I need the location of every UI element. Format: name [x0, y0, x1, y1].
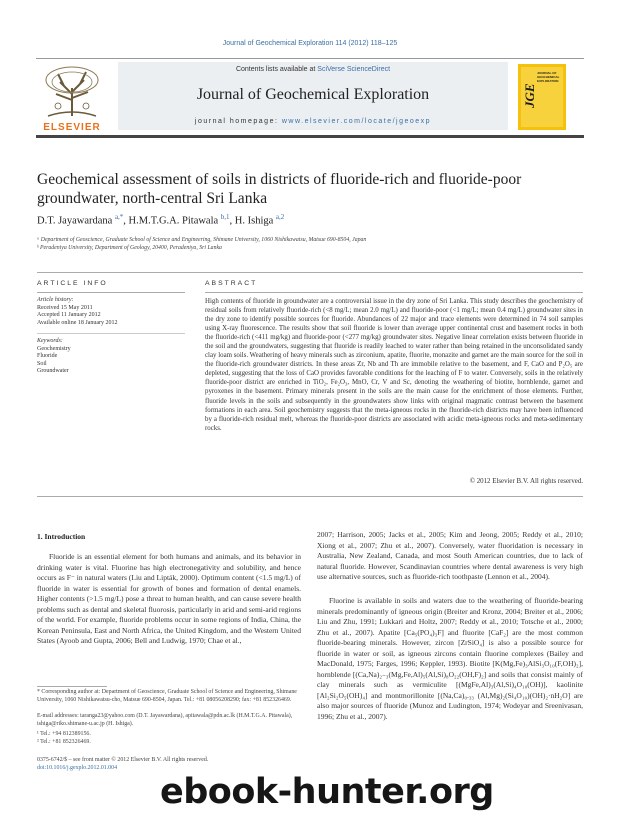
contents-line: Contents lists available at SciVerse ScienceDirect — [235, 66, 391, 73]
section-heading: 1. Introduction — [37, 532, 86, 541]
history-label: Article history: — [37, 297, 74, 303]
article-info-heading: ARTICLE INFO — [37, 280, 108, 287]
footnote-tel-2: ² Tel.: +81 852326469. — [37, 739, 91, 745]
divider — [37, 272, 583, 273]
cover-logo: JGE — [522, 83, 537, 109]
author-affiliation-link[interactable]: a,* — [114, 213, 124, 221]
article-title: Geochemical assessment of soils in districts of fluoride-rich and fluoride-poor groundwater, north-central Sri Lanka — [37, 171, 522, 207]
article-history — [37, 297, 185, 327]
intro-paragraph: Fluorine is available in soils and waters due to the weathering of fluoride-bearing minerals predominantly of igneous origin (Breiter and Kronz, 2004; Breiter et al., 2006; Liu and Zhu, 1991; Lukkari and Holtz, 2007; Reddy et al., 2010; Totsche et al., 2000; Zhu et al., 2007). Apatite [Ca₅(PO₄)₃F] and fluorite [CaF₂] are the most common fluoride-bearing minerals. However, zircon [ZrSiO₄] is also a possible source for fluoride in water or soil, as igneous zircons contain fluorine complexes (Bailey and MacDonald, 1975; Farges, 1996; Keppler, 1993). Biotite [K(Mg,Fe)₃AlSi₃O₁₀(F,OH)₂], hornblende [(Ca,Na)₂₋₃(Mg,Fe,Al)₅(Al,Si)₈O₂₂(OH,F)₂] and soils that consist mainly of clay minerals such as vermiculite [(MgFe,Al)₃(Al,Si)₄O₁₀(OH)], kaolinite [Al₂Si₂O₅(OH)₄] and montmorillonite [(Na,Ca)₀.₃₃ (Al,Mg)₂(Si₄O₁₀)(OH)₂·nH₂O] are also major sources of fluoride (Munoz and Ludington, 1974; Wodeyar and Sreenivasan, 1996; Zhu et al., 2007). — [317, 596, 583, 721]
affiliation-a: ᵃ Department of Geoscience, Graduate School of Science and Engineering, Shimane University, 1060 Nishikawatsu, Matsue 690-8504, Japan — [37, 237, 367, 243]
journal-reference[interactable]: Journal of Geochemical Exploration 114 (2012) 118–125 — [222, 40, 398, 47]
sciencedirect-link[interactable]: SciVerse ScienceDirect — [317, 66, 391, 73]
abstract-heading: ABSTRACT — [205, 280, 258, 287]
affiliation-b: ᵇ Peradeniya University, Department of Geology, 20400, Peradeniya, Sri Lanka — [37, 245, 222, 251]
abstract-copyright: © 2012 Elsevier B.V. All rights reserved. — [469, 478, 583, 485]
footnote-tel-1: ¹ Tel.: +94 812389156. — [37, 731, 91, 737]
author-list: D.T. Jayawardana $^{a,*}$, H.M.T.G.A. Pitawala $^{b,1}$, H. Ishiga $^{a,2}$ — [37, 213, 285, 227]
keywords-label: Keywords: — [37, 338, 63, 344]
keyword: Geochemistry — [37, 345, 71, 352]
homepage-link[interactable]: www.elsevier.com/locate/jgeoexp — [281, 118, 432, 125]
keywords — [37, 338, 185, 376]
publisher-name: ELSEVIER — [43, 122, 101, 133]
cover-journal-name: JOURNAL OF GEOCHEMICAL EXPLORATION — [537, 71, 560, 83]
received-date: Received 15 May 2011 — [37, 304, 93, 311]
divider — [37, 292, 185, 293]
corresponding-author-note: * Corresponding author at: Department of Geoscience, Graduate School of Science and Engineering, Shimane University, 1060 Nishikawatsu-cho, Matsue 690-8504, Japan. Tel.: +81 08056208290; fax: +81 852326469. — [37, 689, 297, 703]
keyword: Soil — [37, 360, 47, 367]
watermark: ebook-hunter.org — [160, 772, 494, 812]
doi-link[interactable]: doi:10.1016/j.gexplo.2012.01.004 — [37, 765, 118, 771]
divider — [37, 333, 185, 334]
journal-cover-thumbnail — [518, 64, 566, 130]
elsevier-tree-logo — [38, 64, 106, 130]
journal-title: Journal of Geochemical Exploration — [196, 86, 430, 103]
journal-homepage: journal homepage: www.elsevier.com/locate/jgeoexp — [194, 118, 432, 125]
divider — [205, 292, 583, 293]
online-date: Available online 18 January 2012 — [37, 319, 118, 326]
footnote-divider — [37, 686, 107, 687]
keyword: Fluoride — [37, 353, 58, 359]
divider — [37, 496, 583, 497]
issn-line: 0375-6742/$ – see front matter © 2012 Elsevier B.V. All rights reserved. — [37, 757, 209, 763]
author-affiliation-link[interactable]: a,2 — [275, 213, 285, 221]
intro-paragraph: 2007; Harrison, 2005; Jacks et al., 2005; Kim and Jeong, 2005; Reddy et al., 2010; Xiong et al., 2007; Zhu et al., 2007). Conversely, water fluoridation is necessary in Australia, New Zealand, Canada, and most South American countries, due to lack of natural fluoride. However, Scandinavian countries where dental awareness is very high use alternative sources, such as fluoride-rich toothpaste (Lennon et al., 2004). — [317, 530, 583, 581]
abstract-text: High contents of fluoride in groundwater are a controversial issue in the dry zone of Sri Lanka. This study describes the geochemistry of residual soils from relatively fluoride-rich (<8 mg/L; mean 2.0 mg/L) and fluoride-poor (<1 mg/L; mean 0.4 mg/L) groundwater sites in the dry zone to identify possible sources for fluoride. Abundances of 22 major and trace elements were determined in 74 soil samples using X-ray fluorescence. The results show that soil fluoride is lower than average upper continental crust and basement rocks in both the fluoride-rich (<411 mg/kg) and fluoride-poor (<277 mg/kg) groundwater sites. Negative linear correlation exists between fluoride in the soil and the groundwaters, suggesting that fluoride is readily leached to water rather than being retained in the unconsolidated sandy clay loam soils. Weathering of heavy minerals such as zirconium, apatite, fluorite, monazite and garnet are the main source for the soil in the fluoride-rich groundwater districts. In these areas Zr, Nb and Th are immobile relative to the basement, and F, CaO and P₂O₅ are depleted, suggesting that the loss of CaO provides favorable conditions for the leaching of F to water. Conversely, soils in the relatively fluoride-poor district are enriched in TiO₂, Fe₂O₃, MnO, Cr, V and Sc, denoting the weathering of biotite, hornblende, garnet and pyroxenes in the basement. Primary minerals present in the soils are the main cause for the enrichment of those elements. Further, fluoride levels in the soils and subsequently in the groundwaters show links with original magmatic contrast between the basement formations in each area. Soil geochemistry suggests that the meta-igneous rocks in the fluoride-rich districts may have been influenced by a fluoride-rich residual melt, whereas the fluoride-poor districts are associated with acidic meta-igneous rocks and meta-sedimentary rocks. — [205, 298, 583, 432]
intro-paragraph: Fluoride is an essential element for both humans and animals, and its behavior in drinking water is vital. Fluorine has high electronegativity and solubility, and hence occurs as F⁻ in natural waters (Liu and Lipták, 2000). Optimum content (<1.5 mg/L) of fluoride in water is essential for growth of bones and formation of dental enamels. Higher contents (>1.5 mg/L) pose a threat to human health, and can cause severe health problems such as dental and skeletal fluorosis, particularly in arid and semi-arid regions of the world. For example, fluoride problems occur in some regions of India, China, the Korean Peninsula, East and North Africa, the United Kingdom, and the Western United States (Ayoob and Gupta, 2006; Bell and Ludwig, 1970; Chae et al., — [37, 552, 301, 645]
author-affiliation-link[interactable]: b,1 — [220, 213, 230, 221]
keyword: Groundwater — [37, 368, 69, 374]
accepted-date: Accepted 11 January 2012 — [37, 312, 101, 318]
email-addresses: E-mail addresses: taranga23@yahoo.com (D.T. Jayawardana), apitawala@pdn.ac.lk (H.M.T.G.A. Pitawala), ishiga@riko.shimane-u.ac.jp (H. Ishiga). — [37, 713, 293, 727]
